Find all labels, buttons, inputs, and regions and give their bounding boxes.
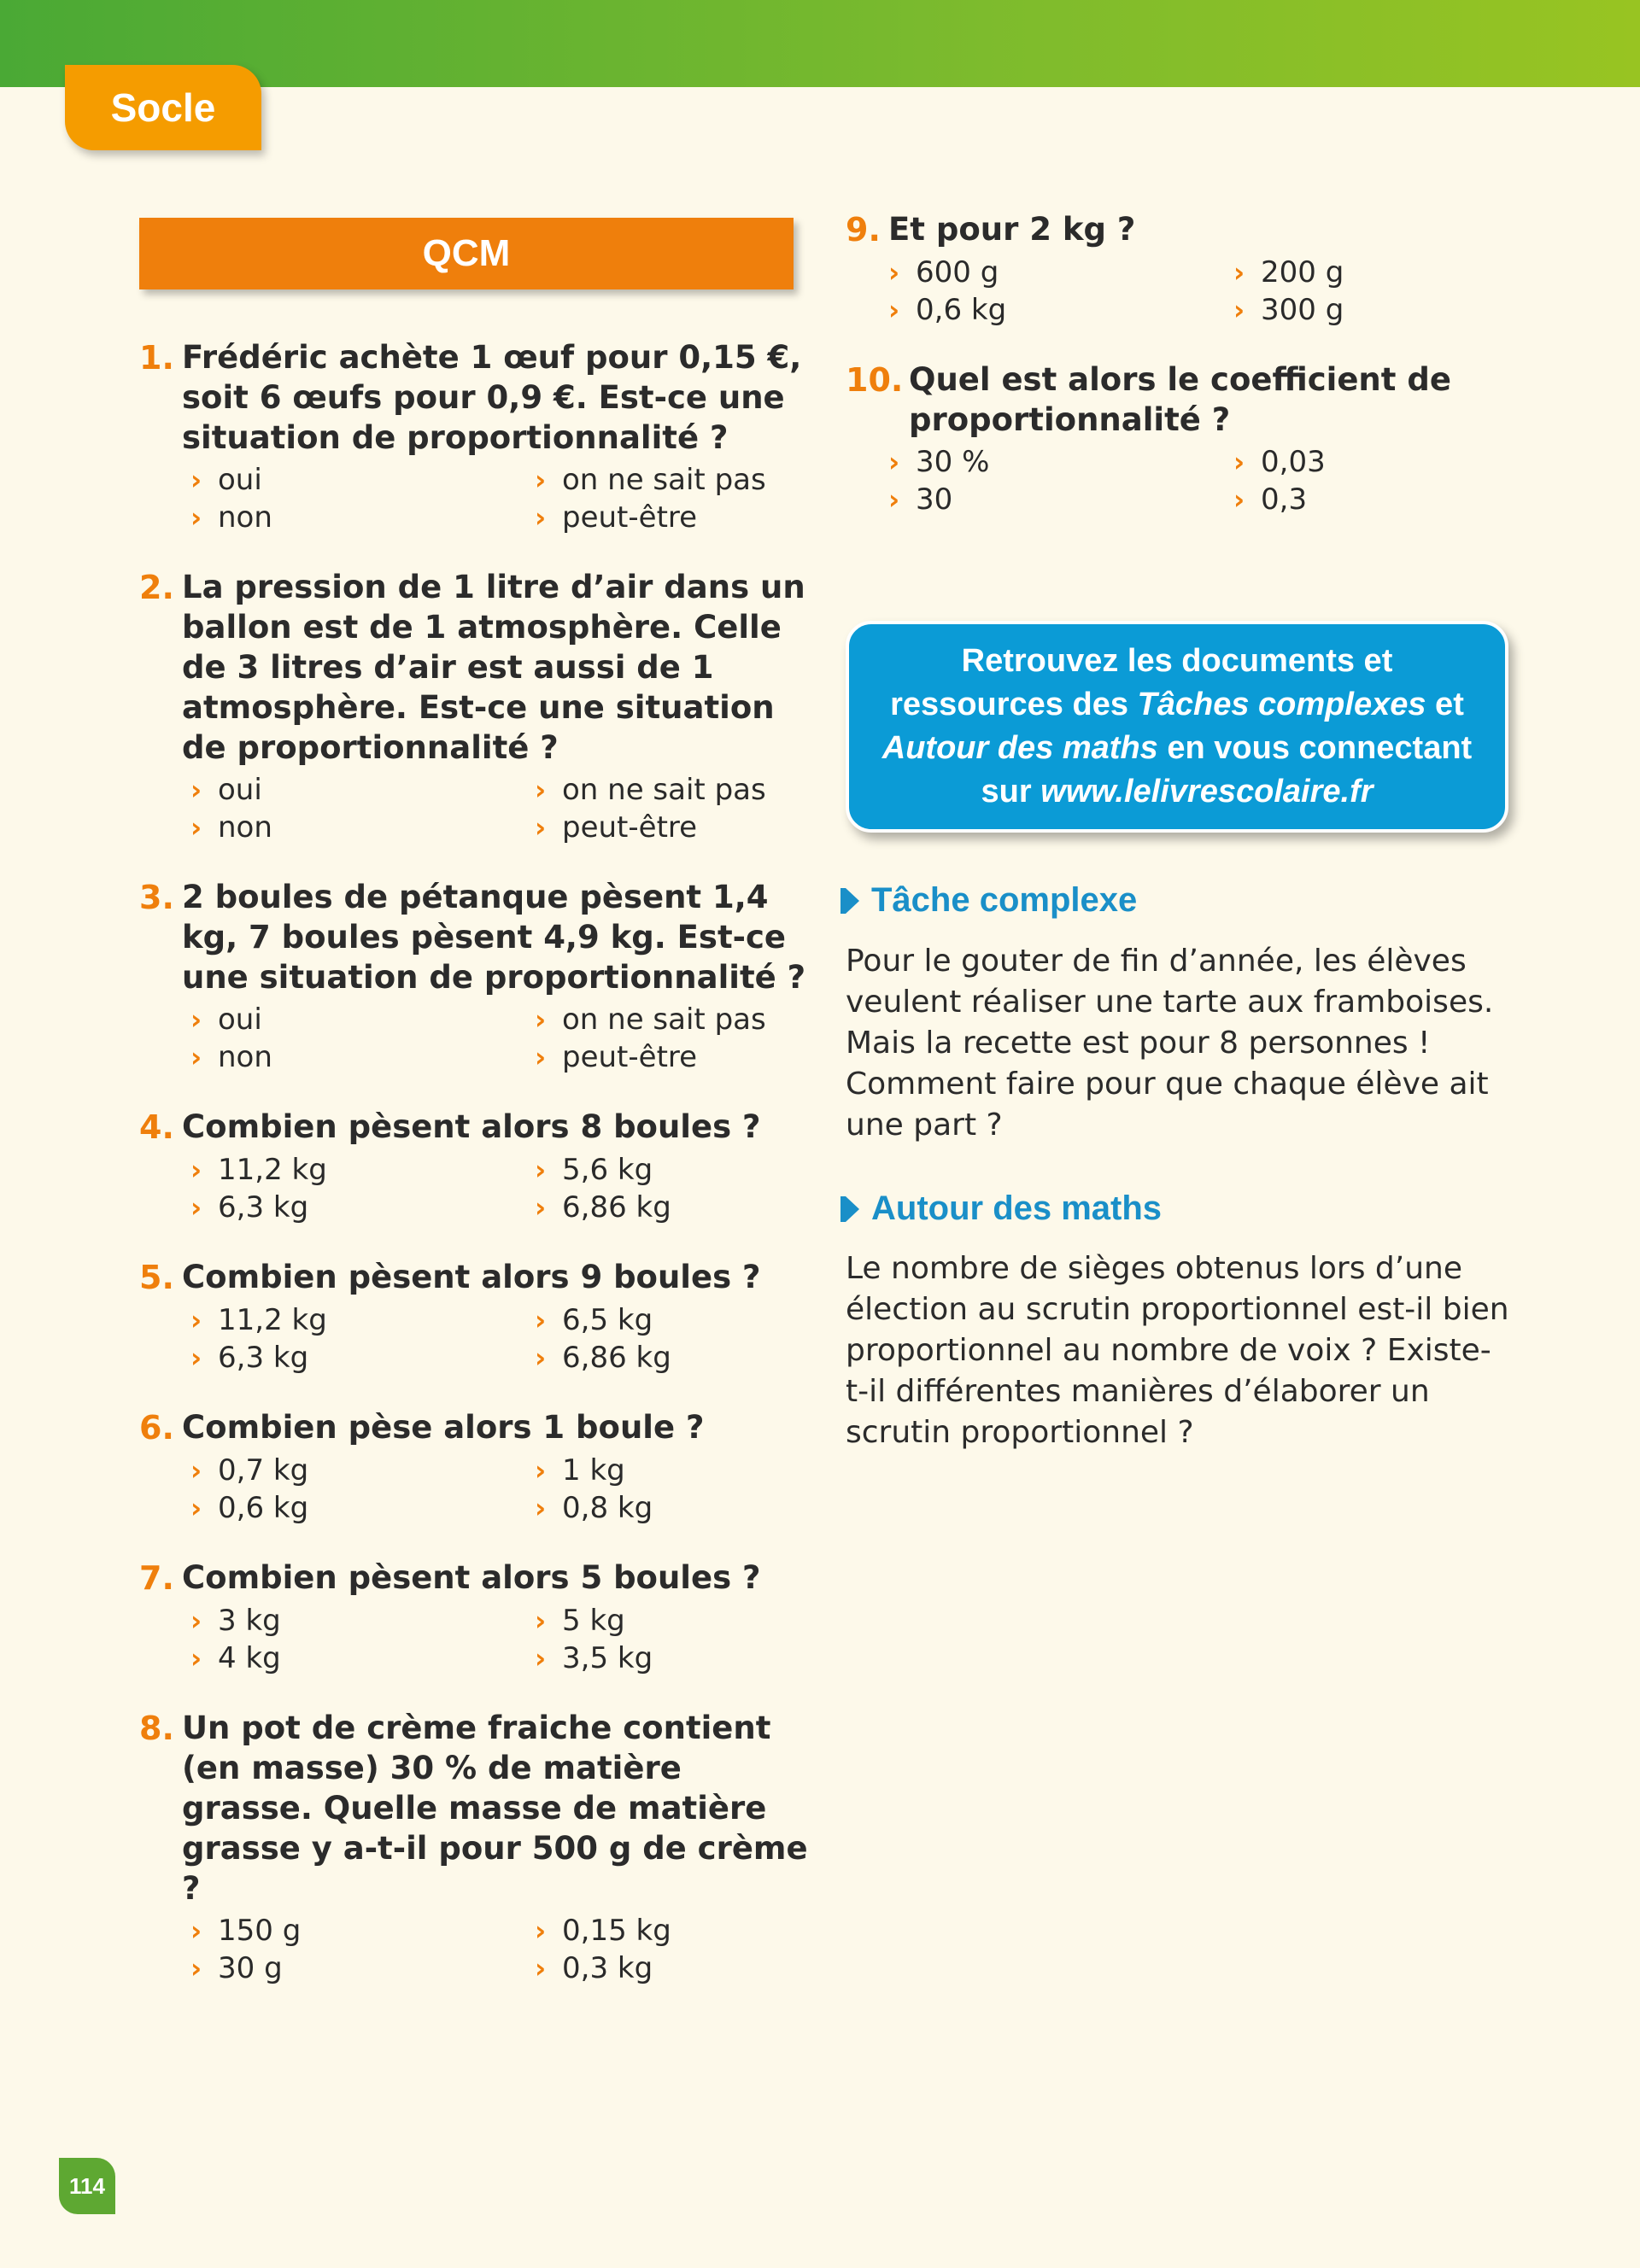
chevron-right-icon: › [190,501,202,534]
answer-option[interactable]: › 150 g [190,1914,302,1948]
callout-line: sur www.lelivrescolaire.fr [981,774,1374,810]
chevron-right-icon: › [535,774,547,806]
answer-option[interactable]: › oui [190,1002,262,1037]
question-10 [846,359,1512,518]
question-4 [139,1107,814,1226]
answer-option[interactable]: › 0,7 kg [190,1453,309,1488]
question-number: 3. [139,879,174,916]
answer-option[interactable]: › 11,2 kg [190,1153,327,1187]
right-column [846,209,1512,549]
socle-tab: Socle [65,65,261,150]
answer-option[interactable]: › peut-être [535,500,698,535]
arrow-marker-icon [846,1196,859,1222]
chevron-right-icon: › [190,1914,202,1947]
chevron-right-icon: › [535,1041,547,1073]
chevron-right-icon: › [535,811,547,844]
chevron-right-icon: › [535,1454,547,1487]
question-text: Combien pèse alors 1 boule ? [182,1409,705,1446]
answer-option[interactable]: › 3 kg [190,1604,281,1638]
answer-option[interactable]: › 0,15 kg [535,1914,671,1948]
answer-option[interactable]: › on ne sait pas [535,463,766,497]
answer-option[interactable]: › 6,3 kg [190,1341,309,1375]
chevron-right-icon: › [535,1154,547,1186]
question-number: 2. [139,569,174,606]
question-number: 8. [139,1710,174,1747]
left-column [139,337,814,2018]
answer-option[interactable]: › 300 g [1233,293,1344,327]
question-1 [139,337,814,536]
chevron-right-icon: › [190,1952,202,1984]
chevron-right-icon: › [535,464,547,496]
chevron-right-icon: › [190,811,202,844]
chevron-right-icon: › [190,774,202,806]
chevron-right-icon: › [535,1342,547,1374]
chevron-right-icon: › [888,446,900,478]
answer-option[interactable]: › peut-être [535,1040,698,1074]
answer-option[interactable]: › 6,86 kg [535,1341,671,1375]
question-number: 1. [139,339,174,377]
chevron-right-icon: › [190,1454,202,1487]
callout-line: Retrouvez les documents et [961,643,1393,679]
answer-option[interactable]: › 6,5 kg [535,1303,653,1337]
answer-option[interactable]: › 3,5 kg [535,1641,653,1675]
answer-option[interactable]: › 4 kg [190,1641,281,1675]
chevron-right-icon: › [1233,294,1245,326]
question-number: 5. [139,1259,174,1296]
chevron-right-icon: › [535,501,547,534]
answer-option[interactable]: › 0,3 [1233,482,1308,517]
question-number: 6. [139,1409,174,1447]
chevron-right-icon: › [535,1605,547,1637]
question-5 [139,1257,814,1377]
question-2 [139,567,814,846]
answer-option[interactable]: › 6,3 kg [190,1190,309,1225]
answer-option[interactable]: › oui [190,463,262,497]
question-text: Un pot de crème fraiche contient (en masse) 30 % de matière grasse. Quelle masse de matière grasse y a-t-il pour 500 g de crème ? [182,1710,808,1907]
tache-complexe-heading: Tâche complexe [846,881,1137,920]
question-6 [139,1407,814,1527]
callout-line: Autour des maths en vous connectant [882,730,1473,766]
chevron-right-icon: › [535,1642,547,1675]
chevron-right-icon: › [190,1191,202,1224]
chevron-right-icon: › [190,464,202,496]
chevron-right-icon: › [535,1191,547,1224]
resources-callout[interactable] [846,621,1508,833]
question-3 [139,877,814,1076]
question-number: 10. [846,361,904,399]
chevron-right-icon: › [190,1003,202,1036]
question-7 [139,1558,814,1677]
answer-option[interactable]: › non [190,1040,272,1074]
question-text: Combien pèsent alors 9 boules ? [182,1259,761,1295]
answer-option[interactable]: › 0,8 kg [535,1491,653,1525]
answer-option[interactable]: › oui [190,773,262,807]
question-number: 4. [139,1108,174,1146]
answer-option[interactable]: › 30 [888,482,953,517]
question-text: Quel est alors le coefficient de proportionnalité ? [909,361,1451,438]
chevron-right-icon: › [535,1003,547,1036]
website-link[interactable]: www.lelivrescolaire.fr [1040,774,1374,810]
chevron-right-icon: › [190,1605,202,1637]
chevron-right-icon: › [190,1642,202,1675]
chevron-right-icon: › [190,1154,202,1186]
chevron-right-icon: › [1233,256,1245,289]
question-number: 7. [139,1559,174,1597]
chevron-right-icon: › [1233,446,1245,478]
answer-option[interactable]: › 0,3 kg [535,1951,653,1985]
autour-des-maths-heading: Autour des maths [846,1190,1162,1228]
answer-option[interactable]: › non [190,810,272,845]
chevron-right-icon: › [190,1342,202,1374]
answer-option[interactable]: › 11,2 kg [190,1303,327,1337]
chevron-right-icon: › [190,1304,202,1336]
answer-option[interactable]: › 1 kg [535,1453,625,1488]
question-number: 9. [846,211,881,248]
answer-option[interactable]: › on ne sait pas [535,1002,766,1037]
answer-option[interactable]: › 5,6 kg [535,1153,653,1187]
question-text: La pression de 1 litre d’air dans un ballon est de 1 atmosphère. Celle de 3 litres d’air est aussi de 1 atmosphère. Est-ce une situation de proportionnalité ? [182,569,805,766]
answer-option[interactable]: › 5 kg [535,1604,625,1638]
chevron-right-icon: › [190,1041,202,1073]
chevron-right-icon: › [888,294,900,326]
arrow-marker-icon [846,888,859,914]
answer-option[interactable]: › 200 g [1233,255,1344,289]
answer-option[interactable]: › peut-être [535,810,698,845]
page-number: 114 [59,2158,115,2214]
chevron-right-icon: › [535,1304,547,1336]
tache-complexe-text: Pour le gouter de fin d’année, les élèves veulent réaliser une tarte aux framboises. Mais la recette est pour 8 personnes ! Comment faire pour que chaque élève ait une part ? [846,944,1494,1143]
answer-option[interactable]: › 6,86 kg [535,1190,671,1225]
chevron-right-icon: › [888,256,900,289]
chevron-right-icon: › [1233,483,1245,516]
answer-option[interactable]: › 0,03 [1233,445,1326,479]
question-text: Frédéric achète 1 œuf pour 0,15 €, soit 6 œufs pour 0,9 €. Est-ce une situation de proportionnalité ? [182,339,802,456]
question-8 [139,1708,814,1987]
answer-option[interactable]: › 0,6 kg [190,1491,309,1525]
chevron-right-icon: › [190,1492,202,1524]
qcm-title: QCM [139,218,794,289]
answer-option[interactable]: › 30 % [888,445,990,479]
chevron-right-icon: › [535,1952,547,1984]
callout-line: ressources des Tâches complexes et [890,687,1464,722]
answer-option[interactable]: › 600 g [888,255,999,289]
answer-option[interactable]: › 0,6 kg [888,293,1007,327]
answer-option[interactable]: › non [190,500,272,535]
autour-des-maths-text: Le nombre de sièges obtenus lors d’une élection au scrutin proportionnel est-il bien proportionnel au nombre de voix ? Existe-t-il différentes manières d’élaborer un scrutin proportionnel ? [846,1251,1509,1450]
question-text: Et pour 2 kg ? [888,211,1136,248]
chevron-right-icon: › [535,1914,547,1947]
question-text: Combien pèsent alors 8 boules ? [182,1108,761,1145]
chevron-right-icon: › [535,1492,547,1524]
answer-option[interactable]: › on ne sait pas [535,773,766,807]
question-text: 2 boules de pétanque pèsent 1,4 kg, 7 boules pèsent 4,9 kg. Est-ce une situation de proportionnalité ? [182,879,806,996]
answer-option[interactable]: › 30 g [190,1951,283,1985]
question-9 [846,209,1512,329]
chevron-right-icon: › [888,483,900,516]
question-text: Combien pèsent alors 5 boules ? [182,1559,761,1596]
